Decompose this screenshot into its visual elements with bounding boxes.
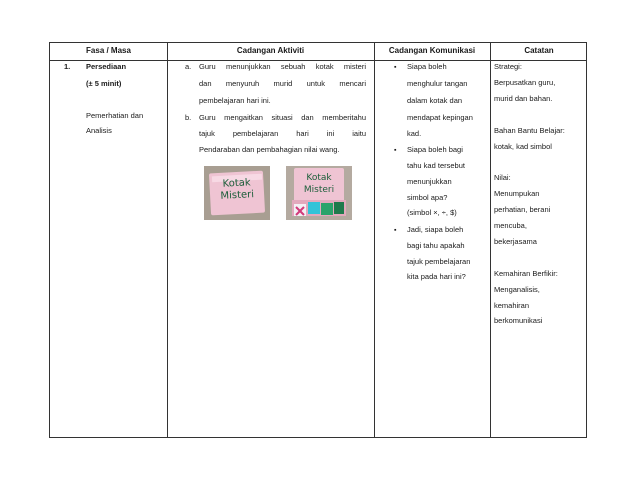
- catatan-line: mencuba,: [494, 221, 527, 230]
- komunikasi-q3-line3: tajuk pembelajaran: [407, 257, 471, 266]
- catatan-line: Berpusatkan guru,: [494, 77, 556, 87]
- fasa-number: 1.: [64, 62, 71, 71]
- header-aktiviti: Cadangan Aktiviti: [236, 46, 305, 55]
- aktiviti-a-line1: Guru menunjukkan sebuah kotak misteri: [199, 62, 366, 71]
- aktiviti-b-marker: b.: [185, 113, 192, 122]
- komunikasi-q1-line4: mendapat kepingan: [407, 113, 473, 122]
- catatan-line: bekerjasama: [494, 236, 537, 246]
- header-komunikasi: Cadangan Komunikasi: [388, 46, 476, 55]
- mystery-box-label: [204, 166, 270, 220]
- komunikasi-q2-line1: Siapa boleh bagi: [407, 145, 463, 154]
- bullet-icon: ▪: [394, 147, 397, 154]
- fasa-sub-line2: Analisis: [86, 126, 112, 135]
- column-divider: [374, 43, 375, 437]
- catatan-line: Strategi:: [494, 62, 522, 71]
- bullet-icon: ▪: [394, 64, 397, 71]
- komunikasi-q2-line2: tahu kad tersebut: [407, 161, 465, 170]
- fasa-title: Persediaan: [86, 62, 127, 71]
- column-divider: [167, 43, 168, 437]
- aktiviti-b-line1: Guru mengaitkan situasi dan memberitahu: [199, 113, 366, 122]
- card-blue: [308, 202, 320, 214]
- aktiviti-a-line3: pembelajaran hari ini.: [199, 96, 271, 105]
- aktiviti-a-marker: a.: [185, 62, 192, 71]
- mystery-box-cards-text: Kotak Misteri: [303, 173, 335, 195]
- mystery-box-cards-photo: [286, 166, 352, 220]
- catatan-line: Kemahiran Berfikir:: [494, 268, 558, 278]
- aktiviti-a-line2: dan menyuruh murid untuk mencari: [199, 79, 366, 88]
- komunikasi-q1-line3: dalam kotak dan: [407, 96, 463, 105]
- komunikasi-q3-line1: Jadi, siapa boleh: [407, 225, 464, 234]
- card-green: [321, 203, 333, 215]
- fasa-sub-line1: Pemerhatian dan: [86, 111, 144, 120]
- header-catatan: Catatan: [524, 46, 554, 55]
- column-divider: [490, 43, 491, 437]
- komunikasi-q1-line2: menghulur tangan: [407, 79, 468, 88]
- catatan-line: kemahiran: [494, 300, 530, 310]
- catatan-line: Menganalisis,: [494, 284, 540, 294]
- mystery-box-photo: [204, 166, 270, 220]
- header-fasa: Fasa / Masa: [86, 46, 131, 55]
- komunikasi-q2-line4: simbol apa?: [407, 193, 448, 202]
- card-dark-green: [334, 202, 344, 214]
- catatan-line: Bahan Bantu Belajar:: [494, 125, 565, 135]
- aktiviti-b-line2: tajuk pembelajaran hari ini iaitu: [199, 129, 366, 138]
- komunikasi-q2-line5: (simbol ×, ÷, $): [407, 208, 457, 217]
- catatan-line: kotak, kad simbol: [494, 141, 552, 151]
- catatan-line: Menumpukan: [494, 189, 540, 199]
- fasa-time: (± 5 minit): [86, 79, 122, 88]
- catatan-line: murid dan bahan.: [494, 93, 553, 103]
- mystery-box-text: KotakMisteri: [220, 177, 255, 202]
- aktiviti-b-line3: Pendaraban dan pembahagian nilai wang.: [199, 145, 340, 154]
- catatan-line: Nilai:: [494, 173, 511, 183]
- komunikasi-q3-line2: bagi tahu apakah: [407, 241, 465, 250]
- komunikasi-q1-line1: Siapa boleh: [407, 62, 447, 71]
- komunikasi-q2-line3: menunjukkan: [407, 177, 452, 186]
- card-times: [294, 204, 306, 216]
- komunikasi-q1-line5: kad.: [407, 129, 422, 138]
- bullet-icon: ▪: [394, 227, 397, 234]
- catatan-line: perhatian, berani: [494, 205, 551, 215]
- catatan-line: berkomunikasi: [494, 316, 543, 326]
- komunikasi-q3-line4: kita pada hari ini?: [407, 272, 466, 281]
